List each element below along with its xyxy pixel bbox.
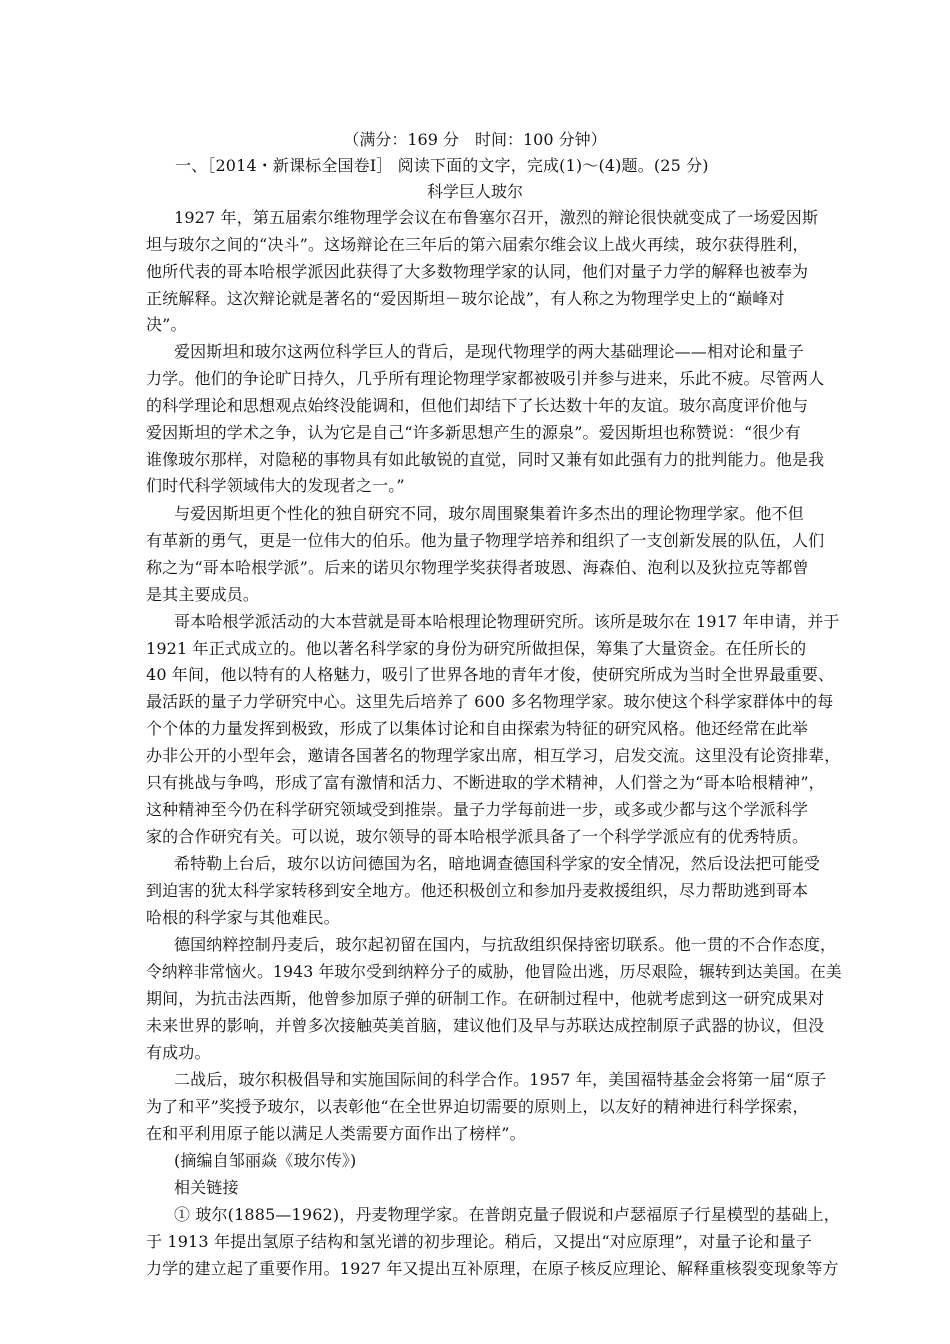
text-line: 二战后，玻尔积极倡导和实施国际间的科学合作。1957 年，美国福特基金会将第一届“原子 (174, 1070, 827, 1089)
text-line: 在和平利用原子能以满足人类需要方面作出了榜样”。 (146, 1124, 526, 1143)
text-line: 们时代科学领域伟大的发现者之一。” (146, 476, 405, 495)
text-line: 期间，为抗击法西斯，他曾参加原子弹的研制工作。在研制过程中，他就考虑到这一研究成果对 (146, 989, 825, 1008)
text-line: 只有挑战与争鸣，形成了富有激情和活力、不断进取的学术精神，人们誉之为“哥本哈根精神”， (146, 773, 825, 792)
text-line: 决”。 (146, 315, 187, 334)
text-line: 他所代表的哥本哈根学派因此获得了大多数物理学家的认同，他们对量子力学的解释也被奉为 (146, 262, 809, 281)
text-line: 力学。他们的争论旷日持久，几乎所有理论物理学家都被吸引并参与进来，乐此不疲。尽管两人 (146, 369, 825, 388)
text-line: 称之为“哥本哈根学派”。后来的诺贝尔物理学奖获得者玻恩、海森伯、泡利以及狄拉克等都曾 (146, 558, 809, 577)
text-line: 与爱因斯坦更个性化的独自研究不同，玻尔周围聚集着许多杰出的理论物理学家。他不但 (174, 504, 804, 523)
text-line: 为了和平”奖授予玻尔，以表彰他“在全世界迫切需要的原则上，以友好的精神进行科学探索， (146, 1097, 809, 1116)
text-line: 1927 年，第五届索尔维物理学会议在布鲁塞尔召开，激烈的辩论很快就变成了一场爱因斯 (174, 208, 819, 227)
text-line: 令纳粹非常恼火。1943 年玻尔受到纳粹分子的威胁，他冒险出逃，历尽艰险，辗转到达美国。在美 (146, 962, 842, 981)
text-line: 40 年间，他以特有的人格魅力，吸引了世界各地的青年才俊，使研究所成为当时全世界最重要、 (146, 665, 835, 684)
text-line: ① 玻尔(1885—1962)，丹麦物理学家。在普朗克量子假说和卢瑟福原子行星模型的基础上， (174, 1205, 840, 1224)
text-line: 爱因斯坦和玻尔这两位科学巨人的背后，是现代物理学的两大基础理论——相对论和量子 (174, 342, 804, 361)
text-line: 希特勒上台后，玻尔以访问德国为名，暗地调查德国科学家的安全情况，然后设法把可能受 (174, 854, 821, 873)
text-line: 有成功。 (146, 1043, 211, 1062)
text-line: 1921 年正式成立的。他以著名科学家的身份为研究所做担保，筹集了大量资金。在任所长的 (146, 639, 807, 658)
text-line: 办非公开的小型年会，邀请各国著名的物理学家出席，相互学习，启发交流。这里没有论资排辈， (146, 746, 841, 765)
article-title: 科学巨人玻尔 (426, 182, 523, 201)
text-line: 哥本哈根学派活动的大本营就是哥本哈根理论物理研究所。该所是玻尔在 1917 年申请，并于 (174, 612, 840, 631)
text-line: 的科学理论和思想观点始终没能调和，但他们却结下了长达数十年的友谊。玻尔高度评价他与 (146, 396, 809, 415)
text-line: 哈根的科学家与其他难民。 (146, 908, 340, 927)
text-line: 爱因斯坦的学术之争，认为它是自己“许多新思想产生的源泉”。爱因斯坦也称赞说：“很少有 (146, 423, 801, 442)
text-line: 这种精神至今仍在科学研究领域受到推崇。量子力学每前进一步，或多或少都与这个学派科学 (146, 800, 809, 819)
text-line: 到迫害的犹太科学家转移到安全地方。他还积极创立和参加丹麦救援组织，尽力帮助逃到哥本 (146, 881, 809, 900)
text-line: 有革新的勇气，更是一位伟大的伯乐。他为量子物理学培养和组织了一支创新发展的队伍，人们 (146, 531, 825, 550)
text-line: 力学的建立起了重要作用。1927 年又提出互补原理，在原子核反应理论、解释重核裂变现象等方 (146, 1259, 839, 1278)
text-line: 于 1913 年提出氢原子结构和氢光谱的初步理论。稍后，又提出“对应原理”，对量子论和量子 (146, 1232, 813, 1251)
question-intro: 一、［2014・新课标全国卷Ⅰ］ 阅读下面的文字，完成(1)～(4)题。(25 分) (175, 156, 709, 175)
text-line: 个个体的力量发挥到极致，形成了以集体讨论和自由探索为特征的研究风格。他还经常在此举 (146, 719, 809, 738)
text-line: 德国纳粹控制丹麦后，玻尔起初留在国内，与抗敌组织保持密切联系。他一贯的不合作态度， (174, 935, 837, 954)
text-line: 正统解释。这次辩论就是著名的“爱因斯坦－玻尔论战”，有人称之为物理学史上的“巅峰对 (146, 289, 785, 308)
text-line: 是其主要成员。 (146, 585, 260, 604)
exam-info: （满分：169 分 时间：100 分钟） (343, 130, 607, 149)
text-line: 谁像玻尔那样，对隐秘的事物具有如此敏锐的直觉，同时又兼有如此强有力的批判能力。他是我 (146, 450, 825, 469)
text-line: 最活跃的量子力学研究中心。这里先后培养了 600 多名物理学家。玻尔使这个科学家群体中的每 (146, 692, 834, 711)
text-line: 未来世界的影响，并曾多次接触英美首脑，建议他们及早与苏联达成控制原子武器的协议，但没 (146, 1016, 825, 1035)
text-line: 坦与玻尔之间的“决斗”。这场辩论在三年后的第六届索尔维会议上战火再续，玻尔获得胜利， (146, 235, 809, 254)
related-links-heading: 相关链接 (174, 1178, 239, 1197)
source-citation: (摘编自邹丽焱《玻尔传》) (174, 1151, 357, 1170)
text-line: 家的合作研究有关。可以说，玻尔领导的哥本哈根学派具备了一个科学学派应有的优秀特质。 (146, 827, 809, 846)
